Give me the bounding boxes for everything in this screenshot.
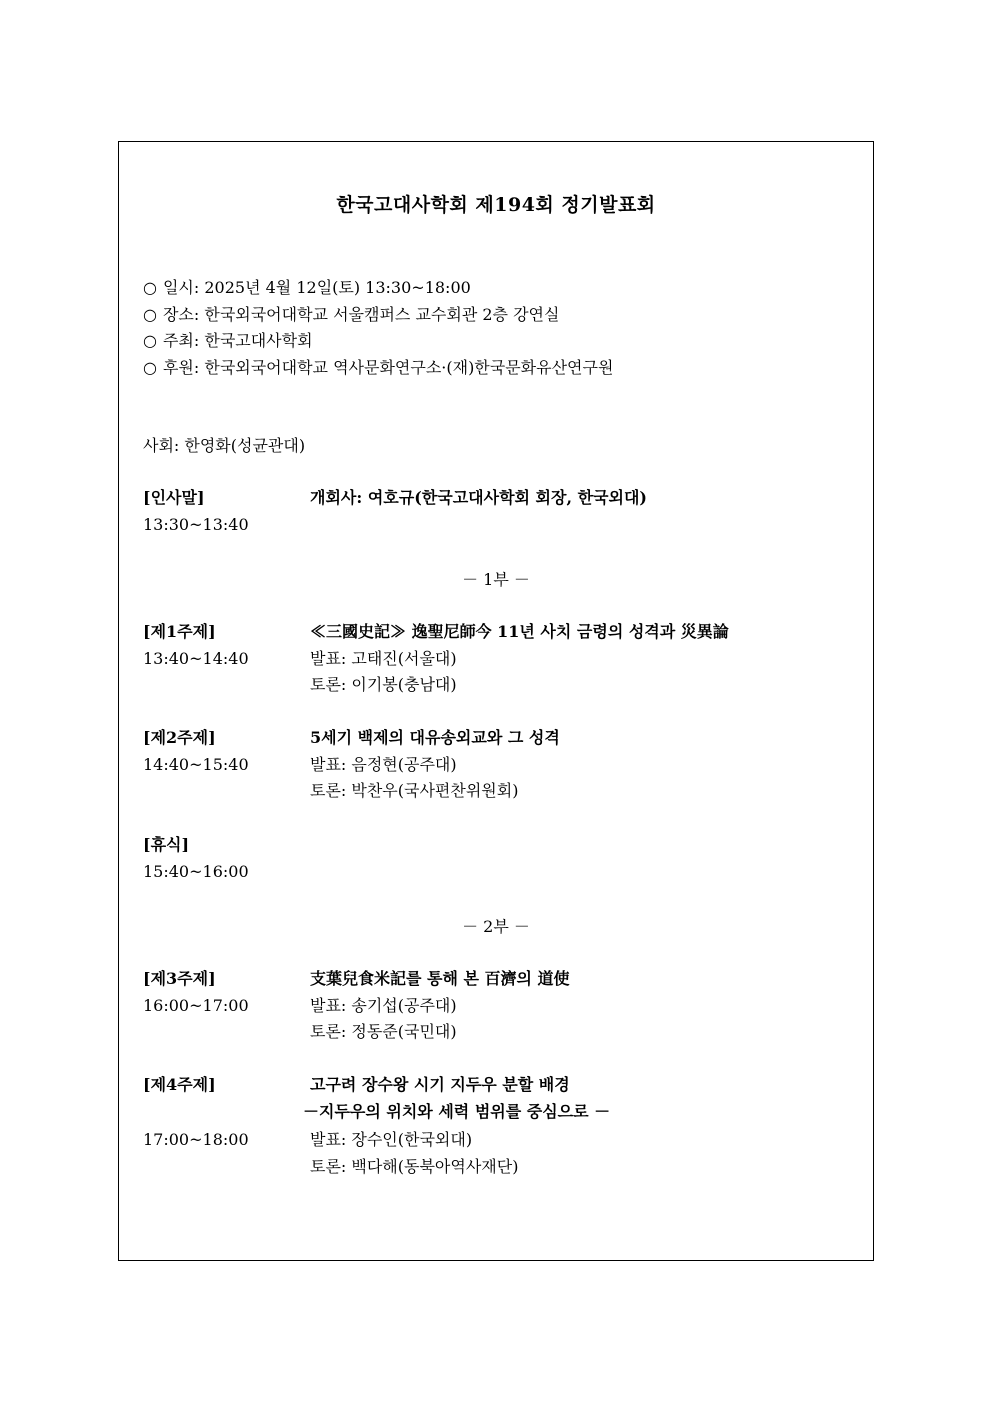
topic1-discussant: 토론: 이기봉(충남대)	[310, 675, 457, 694]
info-date: ○ 일시: 2025년 4월 12일(토) 13:30~18:00	[143, 278, 471, 297]
topic2-label: [제2주제]	[143, 728, 216, 747]
event-info	[143, 275, 613, 381]
topic2-presenter: 발표: 음정현(공주대)	[310, 754, 457, 774]
page-title: 한국고대사학회 제194회 정기발표회	[336, 194, 656, 216]
break-label: [휴식]	[143, 835, 190, 854]
topic4-title: 고구려 장수왕 시기 지두우 분할 배경	[310, 1075, 570, 1094]
info-venue: ○ 장소: 한국외국어대학교 서울캠퍼스 교수회관 2층 강연실	[143, 304, 560, 324]
circle-bullet-icon: ○	[143, 357, 157, 377]
topic3-presenter: 발표: 송기섭(공주대)	[310, 995, 457, 1015]
topic2-title: 5세기 백제의 대유송외교와 그 성격	[310, 728, 560, 747]
topic4-presenter: 발표: 장수인(한국외대)	[310, 1130, 473, 1149]
greeting-time: 13:30~13:40	[143, 514, 249, 534]
topic4-time: 17:00~18:00	[143, 1130, 249, 1149]
greeting-label: [인사말]	[143, 488, 205, 507]
topic3-label: [제3주제]	[143, 969, 216, 988]
topic2-time: 14:40~15:40	[143, 754, 249, 774]
topic3-discussant: 토론: 정동준(국민대)	[310, 1022, 457, 1041]
moderator: 사회: 한영화(성균관대)	[143, 436, 306, 455]
circle-bullet-icon: ○	[143, 278, 157, 297]
break-time: 15:40~16:00	[143, 861, 249, 881]
circle-bullet-icon: ○	[143, 331, 157, 350]
topic1-title: ≪三國史記≫ 逸聖尼師今 11년 사치 금령의 성격과 災異論	[310, 622, 729, 641]
info-sponsor: ○ 후원: 한국외국어대학교 역사문화연구소·(재)한국문화유산연구원	[143, 357, 614, 377]
topic1-presenter: 발표: 고태진(서울대)	[310, 648, 457, 668]
info-host: ○ 주최: 한국고대사학회	[143, 331, 313, 350]
part2-heading: － 2부 －	[462, 917, 530, 936]
topic2-discussant: 토론: 박찬우(국사편찬위원회)	[310, 781, 519, 800]
topic4-label: [제4주제]	[143, 1075, 216, 1094]
part1-heading: － 1부 －	[462, 570, 530, 589]
topic3-title: 支葉兒食米記를 통해 본 百濟의 道使	[310, 969, 570, 988]
topic3-time: 16:00~17:00	[143, 995, 249, 1015]
program-frame	[118, 141, 874, 1261]
topic4-discussant: 토론: 백다해(동북아역사재단)	[310, 1156, 519, 1176]
greeting-text: 개회사: 여호규(한국고대사학회 회장, 한국외대)	[310, 488, 647, 507]
topic4-subtitle: －지두우의 위치와 세력 범위를 중심으로 －	[303, 1101, 611, 1121]
topic1-time: 13:40~14:40	[143, 648, 249, 668]
topic1-label: [제1주제]	[143, 622, 216, 641]
circle-bullet-icon: ○	[143, 304, 157, 324]
